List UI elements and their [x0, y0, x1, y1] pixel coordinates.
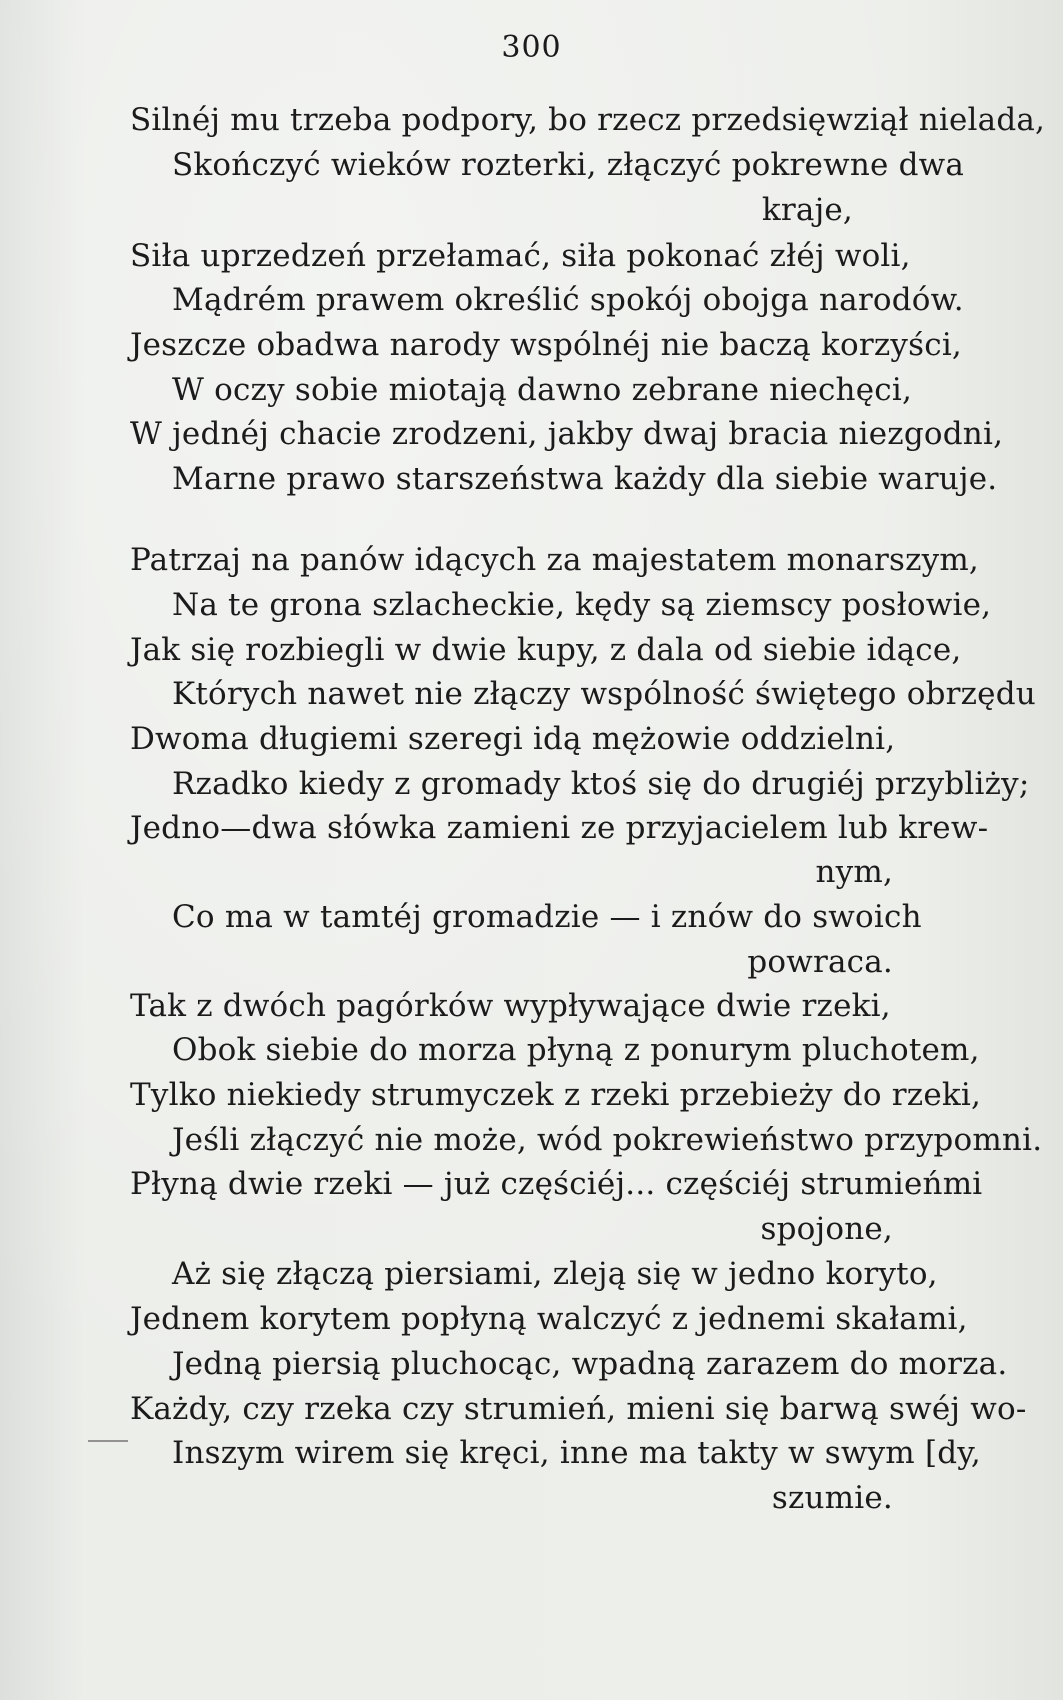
verse-line: W jednéj chacie zrodzeni, jakby dwaj bracia niezgodni, — [130, 416, 1004, 452]
verse-line: Jak się rozbiegli w dwie kupy, z dala od siebie idące, — [130, 632, 962, 668]
verse-line: Tak z dwóch pagórków wypływające dwie rzeki, — [130, 988, 891, 1024]
verse-line: Tylko niekiedy strumyczek z rzeki przebieży do rzeki, — [130, 1077, 982, 1113]
verse-line: W oczy sobie miotają dawno zebrane niechęci, — [172, 372, 912, 408]
verse-line-continuation: nym, — [815, 854, 893, 890]
verse-line: Rzadko kiedy z gromady ktoś się do drugiéj przybliży; — [172, 766, 1030, 802]
verse-line-continuation: szumie. — [771, 1480, 893, 1516]
verse-line: Co ma w tamtéj gromadzie — i znów do swoich — [172, 899, 922, 935]
verse-line: Na te grona szlacheckie, kędy są ziemscy posłowie, — [172, 587, 992, 623]
verse-line: Marne prawo starszeństwa każdy dla siebie waruje. — [172, 461, 998, 497]
verse-line: Dwoma długiemi szeregi idą mężowie oddzielni, — [130, 721, 896, 757]
verse-line-continuation: kraje, — [761, 192, 853, 228]
verse-line: Których nawet nie złączy wspólność świętego obrzędu — [172, 676, 1036, 712]
verse-line: Inszym wirem się kręci, inne ma takty w swym [dy, — [172, 1435, 981, 1471]
verse-line: Patrzaj na panów idących za majestatem monarszym, — [130, 542, 979, 578]
verse-line: Jednem korytem popłyną walczyć z jednemi skałami, — [130, 1301, 968, 1337]
verse-line: Siła uprzedzeń przełamać, siła pokonać złéj woli, — [130, 238, 911, 274]
verse-line: Obok siebie do morza płyną z ponurym pluchotem, — [172, 1032, 980, 1068]
verse-line: Płyną dwie rzeki — już częściéj... częściéj strumieńmi — [130, 1166, 983, 1202]
verse-line: Jeszcze obadwa narody wspólnéj nie baczą korzyści, — [130, 327, 962, 363]
verse-line: Jedną piersią pluchocąc, wpadną zarazem do morza. — [172, 1346, 1008, 1382]
verse-line-continuation: spojone, — [760, 1211, 893, 1247]
verse-line: Jedno—dwa słówka zamieni ze przyjacielem lub krew- — [130, 810, 989, 846]
verse-line: Mądrém prawem określić spokój obojga narodów. — [172, 282, 964, 318]
verse-line: Każdy, czy rzeka czy strumień, mieni się barwą swéj wo- — [130, 1391, 1027, 1427]
verse-line: Silnéj mu trzeba podpory, bo rzecz przedsięwziął nielada, — [130, 102, 1046, 138]
verse-line-continuation: powraca. — [747, 944, 893, 980]
verse-line: Jeśli złączyć nie może, wód pokrewieństwo przypomni. — [172, 1122, 1043, 1158]
verse-line: Skończyć wieków rozterki, złączyć pokrewne dwa — [172, 147, 965, 183]
verse-line: Aż się złączą piersiami, zleją się w jedno koryto, — [172, 1256, 938, 1292]
ink-stroke — [88, 1440, 128, 1442]
page-number: 300 — [501, 30, 562, 65]
